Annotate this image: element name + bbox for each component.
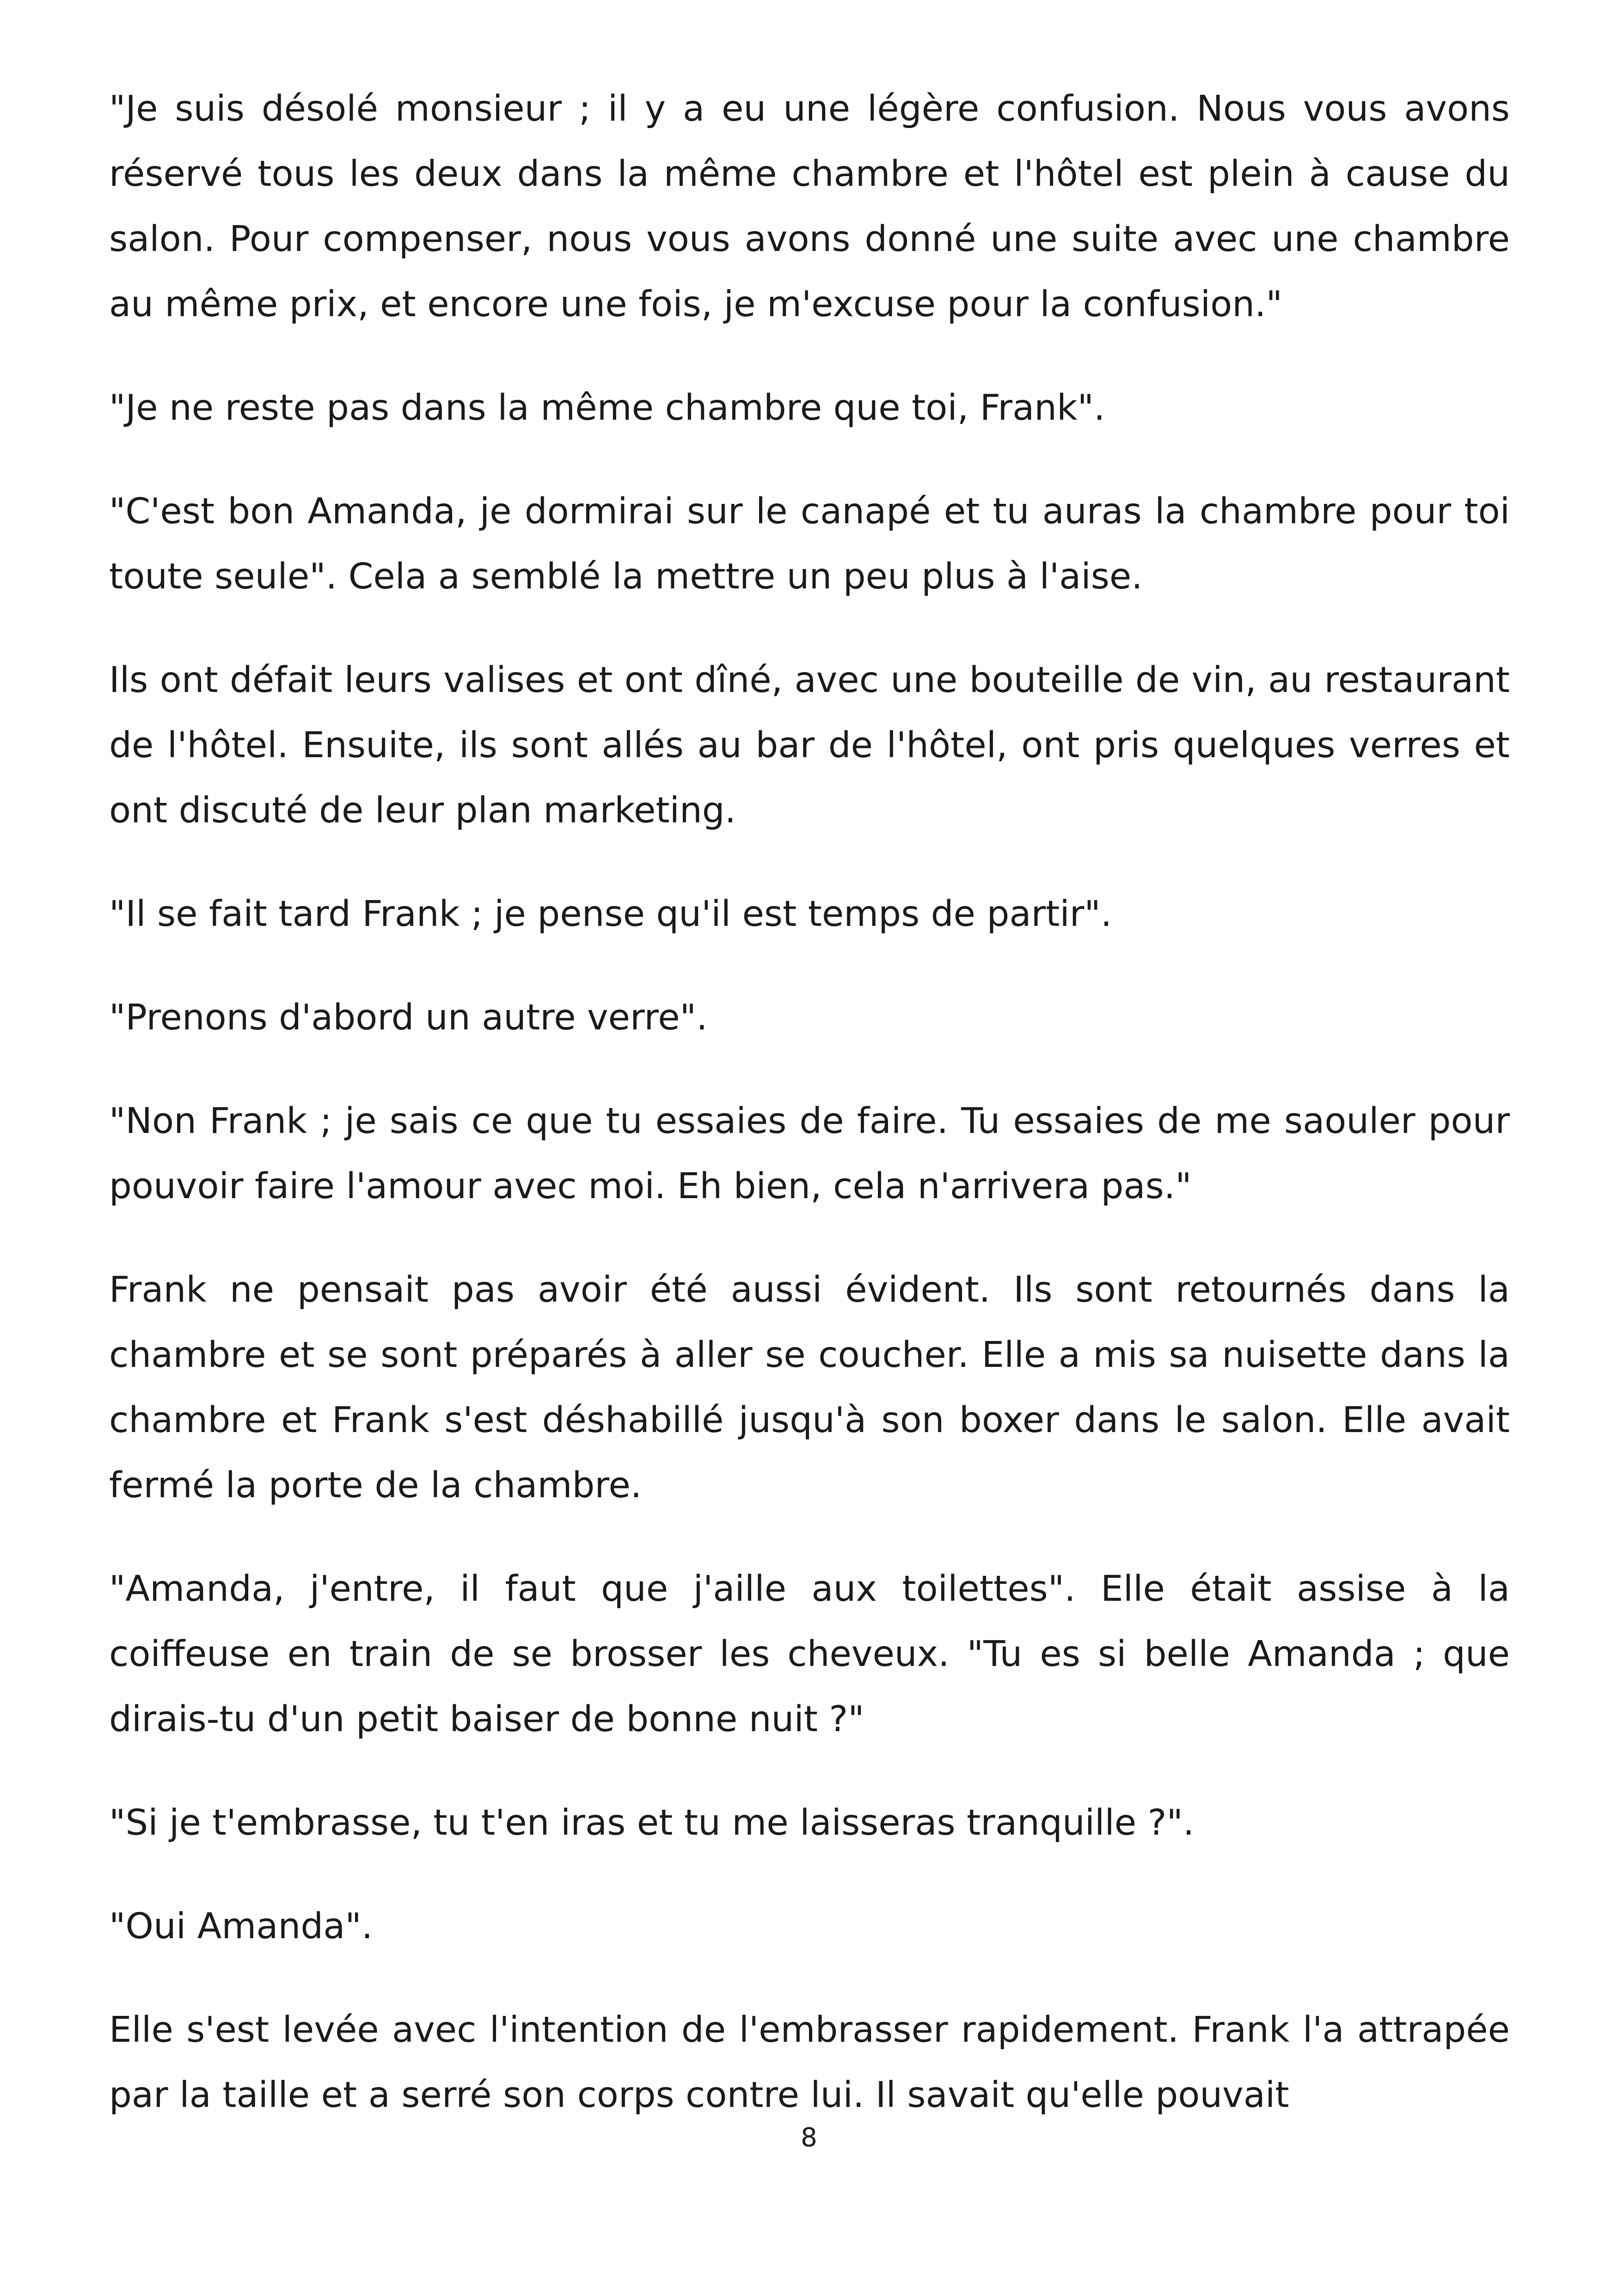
paragraph: Frank ne pensait pas avoir été aussi évident. Ils sont retournés dans la chambre et se sont préparés à aller se coucher. Elle a mis sa nuisette dans la chambre et Frank s'est déshabillé jusqu'à son boxer dans le salon. Elle avait fermé la porte de la chambre.	[109, 1269, 1510, 1506]
paragraph: "Oui Amanda".	[109, 1906, 373, 1947]
paragraph: Ils ont défait leurs valises et ont dîné, avec une bouteille de vin, au restaurant de l'hôtel. Ensuite, ils sont allés au bar de l'hôtel, ont pris quelques verres et ont discuté de leur plan marketing.	[109, 660, 1510, 831]
paragraph: "Non Frank ; je sais ce que tu essaies de faire. Tu essaies de me saouler pour pouvoir faire l'amour avec moi. Eh bien, cela n'arrivera pas."	[109, 1101, 1510, 1207]
paragraph: "Si je t'embrasse, tu t'en iras et tu me laisseras tranquille ?".	[109, 1802, 1195, 1843]
page-number: 8	[801, 2123, 817, 2153]
paragraph: "Prenons d'abord un autre verre".	[109, 997, 708, 1038]
paragraph: "Je suis désolé monsieur ; il y a eu une légère confusion. Nous vous avons réservé tous les deux dans la même chambre et l'hôtel est plein à cause du salon. Pour compenser, nous vous avons donné une suite avec une chambre au même prix, et encore une fois, je m'excuse pour la confusion."	[109, 88, 1510, 325]
paragraph: "C'est bon Amanda, je dormirai sur le canapé et tu auras la chambre pour toi toute seule". Cela a semblé la mettre un peu plus à l'aise.	[109, 491, 1510, 597]
body-text	[109, 76, 1510, 2128]
paragraph: "Amanda, j'entre, il faut que j'aille aux toilettes". Elle était assise à la coiffeuse en train de se brosser les cheveux. "Tu es si belle Amanda ; que dirais-tu d'un petit baiser de bonne nuit ?"	[109, 1568, 1510, 1740]
paragraph: "Je ne reste pas dans la même chambre que toi, Frank".	[109, 387, 1105, 429]
paragraph: "Il se fait tard Frank ; je pense qu'il est temps de partir".	[109, 894, 1112, 935]
paragraph: Elle s'est levée avec l'intention de l'embrasser rapidement. Frank l'a attrapée par la taille et a serré son corps contre lui. Il savait qu'elle pouvait	[109, 2009, 1510, 2116]
